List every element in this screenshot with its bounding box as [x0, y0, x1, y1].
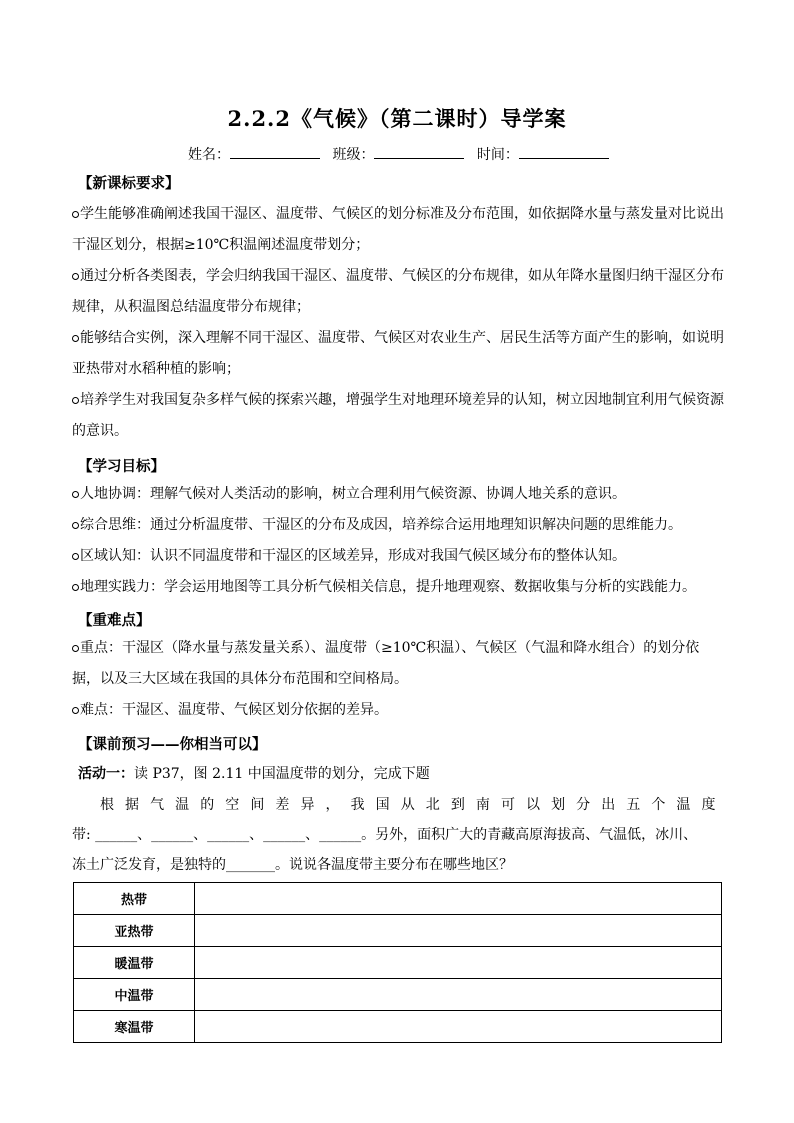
standards-item: 通过分析各类图表，学会归纳我国干湿区、温度带、气候区的分布规律，如从年降水量图归纳干湿区分布规律，从积温图总结温度带分布规律；: [72, 268, 724, 315]
zone-answer-cell[interactable]: [195, 947, 722, 979]
standards-item: 能够结合实例，深入理解不同干湿区、温度带、气候区对农业生产、居民生活等方面产生的影响，如说明亚热带对水稻种植的影响；: [72, 330, 724, 377]
class-label: 班级：: [332, 147, 375, 163]
bullet-icon: [72, 645, 79, 652]
standards-item: 学生能够准确阐述我国干湿区、温度带、气候区的划分标准及分布范围，如依据降水量与蒸发量对比说出干湿区划分，根据≥10℃积温阐述温度带划分；: [72, 206, 724, 253]
time-label: 时间：: [476, 147, 519, 163]
bullet-icon: [72, 273, 79, 280]
zone-answer-cell[interactable]: [195, 1011, 722, 1043]
temperature-zone-table: [73, 882, 722, 1043]
standards-heading: 【新课标要求】: [78, 175, 180, 192]
goals-item: 地理实践力：学会运用地图等工具分析气候相关信息，提升地理观察、数据收集与分析的实践能力。: [72, 572, 727, 603]
bullet-icon: [72, 335, 79, 342]
class-blank[interactable]: [374, 146, 464, 159]
time-blank[interactable]: [519, 146, 609, 159]
preview-heading: 【课前预习——你相当可以】: [78, 736, 267, 753]
name-blank[interactable]: [230, 146, 320, 159]
table-row: [74, 979, 722, 1011]
bullet-icon: [72, 491, 79, 498]
keypoints-heading: 【重难点】: [78, 612, 151, 629]
keypoints-item: 重点：干湿区（降水量与蒸发量关系）、温度带（≥10℃积温）、气候区（气温和降水组合）的划分依据，以及三大区域在我国的具体分布范围和空间格局。: [72, 640, 700, 687]
activity-text: 读 P37，图 2.11 中国温度带的划分，完成下题: [134, 766, 430, 782]
table-row: [74, 1011, 722, 1043]
bullet-icon: [72, 707, 79, 714]
activity-paragraph-line: 带: ______、______、______、______、______。另外，面积广大的青藏高原海拔高、气温低，冰川、: [72, 827, 698, 843]
student-info-line: [188, 144, 617, 164]
bullet-icon: [72, 522, 79, 529]
table-row: [74, 947, 722, 979]
table-row: [74, 915, 722, 947]
bullet-icon: [72, 553, 79, 560]
zone-label: 亚热带: [74, 915, 195, 947]
bullet-icon: [72, 211, 79, 218]
page-title: 2.2.2《气候》（第二课时）导学案: [227, 106, 567, 131]
zone-label: 寒温带: [74, 1011, 195, 1043]
table-row: [74, 883, 722, 915]
zone-answer-cell[interactable]: [195, 915, 722, 947]
zone-label: 暖温带: [74, 947, 195, 979]
bullet-icon: [72, 397, 79, 404]
standards-item: 培养学生对我国复杂多样气候的探索兴趣，增强学生对地理环境差异的认知，树立因地制宜利用气候资源的意识。: [72, 392, 724, 439]
goals-item: 综合思维：通过分析温度带、干湿区的分布及成因，培养综合运用地理知识解决问题的思维能力。: [72, 510, 727, 541]
zone-label: 热带: [74, 883, 195, 915]
zone-answer-cell[interactable]: [195, 883, 722, 915]
name-label: 姓名：: [188, 147, 230, 163]
zone-answer-cell[interactable]: [195, 979, 722, 1011]
activity-paragraph-line: 冻土广泛发育，是独特的_______。说说各温度带主要分布在哪些地区？: [72, 857, 513, 873]
bullet-icon: [72, 584, 79, 591]
activity-label: 活动一：: [78, 766, 134, 782]
activity-paragraph-line: 根据气温的空间差异，我国从北到南可以划分出五个温度: [100, 797, 722, 813]
zone-label: 中温带: [74, 979, 195, 1011]
goals-item: 人地协调：理解气候对人类活动的影响，树立合理利用气候资源、协调人地关系的意识。: [72, 479, 727, 510]
goals-item: 区域认知：认识不同温度带和干湿区的区域差异，形成对我国气候区域分布的整体认知。: [72, 541, 727, 572]
activity-one-title: [78, 763, 430, 783]
keypoints-item: 难点：干湿区、温度带、气候区划分依据的差异。: [72, 695, 727, 726]
goals-heading: 【学习目标】: [78, 458, 165, 475]
